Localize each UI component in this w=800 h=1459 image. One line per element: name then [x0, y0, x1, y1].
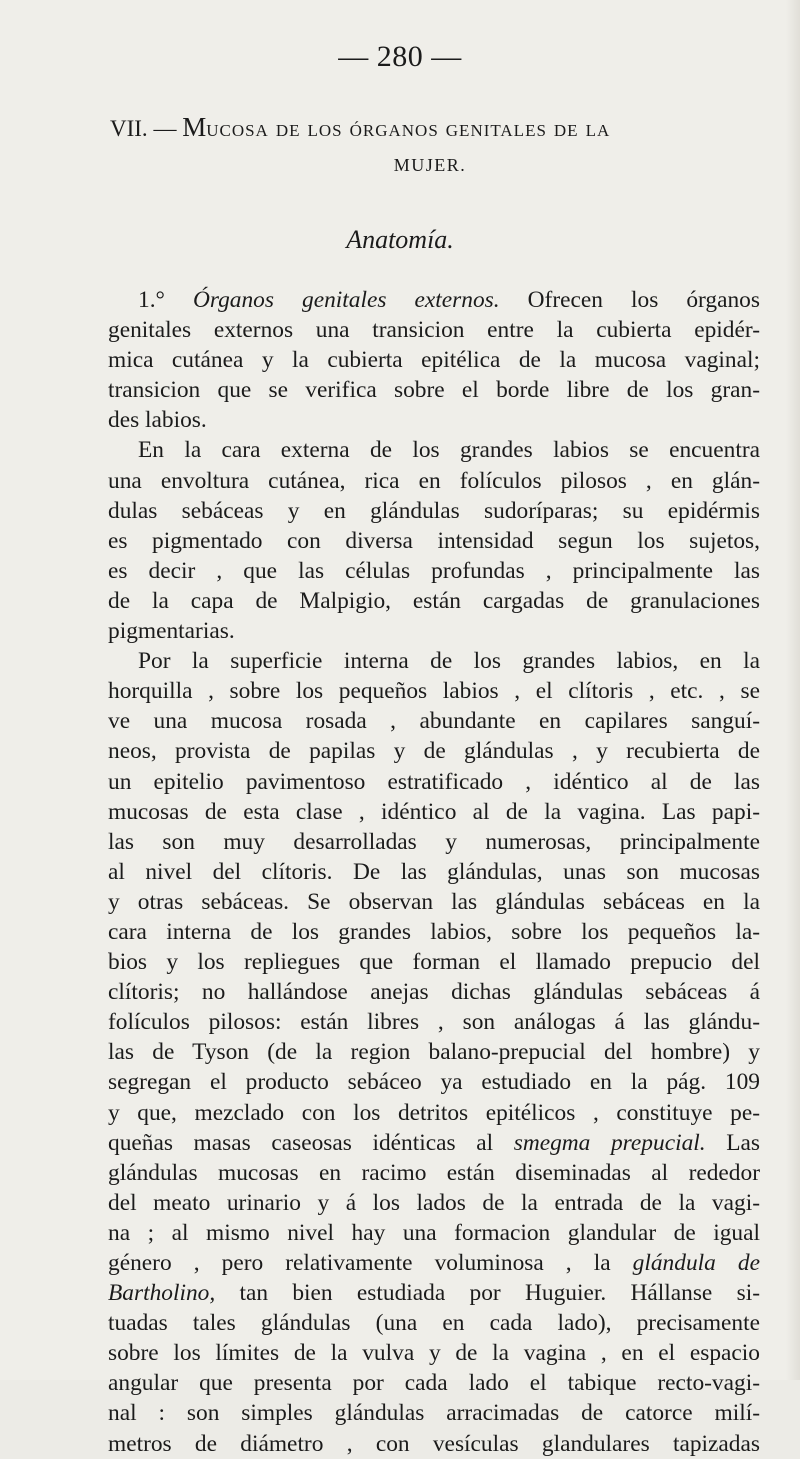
paragraph-3-line: Bartholino, tan bien estudiada por Huguier. Hállanse si- [108, 1280, 760, 1307]
section-heading-line-2: MUJER. [393, 155, 467, 175]
paragraph-3-line: queñas masas caseosas idénticas al smegma prepucial. Las [108, 1129, 761, 1156]
term-smegma-prepucial: smegma prepucial. [513, 1129, 706, 1156]
paragraph-3-line: del meato urinario y á los lados de la entrada de la vagi- [108, 1189, 760, 1216]
paragraph-3-line: segregan el producto sebáceo ya estudiado en la pág. 109 [108, 1069, 760, 1096]
paragraph-1-line: genitales externos una transicion entre la cubierta epidér- [108, 317, 760, 344]
section-heading [110, 112, 750, 180]
page-edge-shadow [786, 0, 800, 1380]
page-number: — 280 — [338, 40, 462, 73]
paragraph-3-line: mucosas de esta clase , idéntico al de la vagina. Las papi- [108, 798, 760, 825]
paragraph-2-line: En la cara externa de los grandes labios se encuentra [138, 437, 760, 464]
paragraph-2-line: es decir , que las células profundas , principalmente las [108, 557, 760, 584]
paragraph-3-line: y otras sebáceas. Se observan las glándulas sebáceas en la [108, 888, 760, 915]
term-glandula-de: glándula de [632, 1250, 760, 1276]
paragraph-2-line: dulas sebáceas y en glándulas sudoríparas; su epidérmis [108, 497, 760, 524]
paragraph-3-line: na ; al mismo nivel hay una formacion glandular de igual [108, 1219, 760, 1246]
paragraph-3-line: las son muy desarrolladas y numerosas, principalmente [108, 828, 760, 855]
paragraph-3-line: horquilla , sobre los pequeños labios , el clítoris , etc. , se [108, 678, 760, 705]
paragraph-3-line: cara interna de los grandes labios, sobre los pequeños la- [108, 918, 760, 945]
paragraph-3-line: angular que presenta por cada lado el tabique recto-vagi- [108, 1370, 760, 1397]
paragraph-3-line: neos, provista de papilas y de glándulas , y recubierta de [108, 738, 760, 765]
term-bartholino: Bartholino, [108, 1280, 216, 1307]
paragraph-1-line: mica cutánea y la cubierta epitélica de la mucosa vaginal; [108, 347, 760, 374]
paragraph-3-line: sobre los límites de la vulva y de la vagina , en el espacio [108, 1340, 760, 1367]
paragraph-2-line: una envoltura cutánea, rica en folículos pilosos , en glán- [108, 467, 760, 494]
paragraph-3-line: al nivel del clítoris. De las glándulas, unas son mucosas [108, 858, 760, 885]
paragraph-3-line: y que, mezclado con los detritos epitélicos , constituye pe- [108, 1099, 760, 1126]
paragraph-3-line: género , pero relativamente voluminosa , la glándula de [108, 1250, 760, 1276]
paragraph-3-line: bios y los repliegues que forman el llamado prepucio del [108, 949, 760, 976]
paragraph-3-line: nal : son simples glándulas arracimadas de catorce milí- [108, 1400, 760, 1427]
paragraph-3-line: un epitelio pavimentoso estratificado , idéntico al de las [108, 768, 760, 795]
paragraph-1-line: transicion que se verifica sobre el borde libre de los gran- [108, 377, 760, 404]
body-text [108, 285, 760, 1459]
paragraph-2-line: es pigmentado con diversa intensidad segun los sujetos, [108, 527, 760, 554]
subsection-title: Anatomía. [346, 225, 454, 254]
paragraph-3-line: glándulas mucosas en racimo están diseminadas al rededor [108, 1159, 760, 1186]
paragraph-3-line: Por la superficie interna de los grandes labios, en la [138, 648, 760, 675]
paragraph-3-line: tuadas tales glándulas (una en cada lado), precisamente [108, 1310, 760, 1337]
paragraph-1-line: 1.° Órganos genitales externos. Ofrecen los órganos [138, 287, 760, 313]
section-heading-line-1: VII. — Mucosa de los órganos genitales de la [110, 112, 611, 142]
paragraph-3-line: metros de diámetro , con vesículas glandulares tapizadas [108, 1430, 760, 1457]
paragraph-3-line: clítoris; no hallándose anejas dichas glándulas sebáceas á [108, 979, 760, 1006]
paragraph-3-line: ve una mucosa rosada , abundante en capilares sanguí- [108, 708, 760, 735]
paragraph-2-line: pigmentarias. [108, 618, 235, 645]
paragraph-3-line: las de Tyson (de la region balano-prepucial del hombre) y [108, 1039, 760, 1066]
paragraph-2-line: de la capa de Malpigio, están cargadas de granulaciones [108, 587, 760, 614]
paragraph-1-line: des labios. [108, 407, 207, 434]
paragraph-3-line: folículos pilosos: están libres , son análogas á las glándu- [108, 1009, 760, 1036]
